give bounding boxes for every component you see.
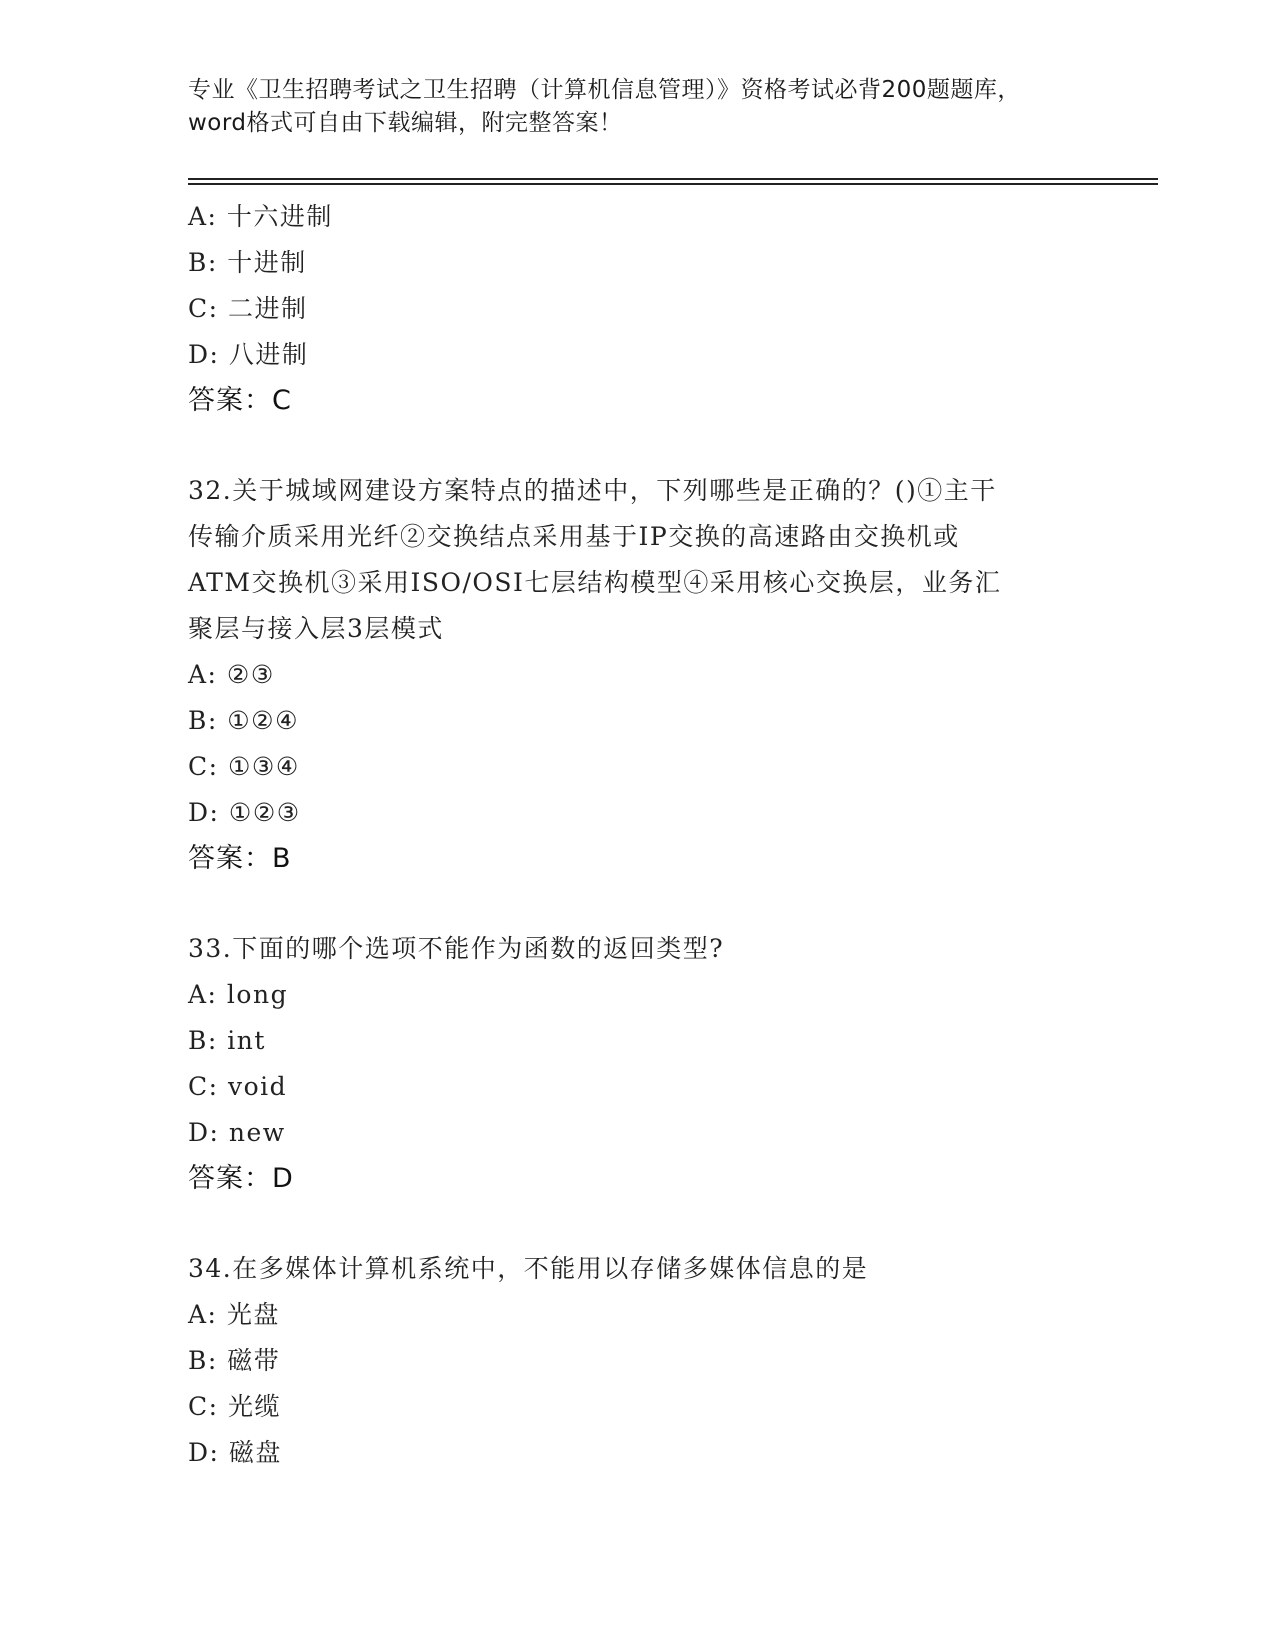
option-d: D: new [188,1118,286,1147]
option-b: B: 十进制 [188,248,307,277]
question-33 [188,926,1088,1202]
option-b: B: int [188,1026,266,1055]
spacer [188,424,1088,468]
question-text-line: 聚层与接入层3层模式 [188,614,444,643]
question-text-line: 传输介质采用光纤②交换结点采用基于IP交换的高速路由交换机或 [188,522,960,551]
option-d: D: ①②③ [188,798,301,827]
option-c: C: 二进制 [188,294,308,323]
option-c: C: void [188,1072,288,1101]
spacer [188,1202,1088,1246]
answer-line: 答案：C [188,385,292,416]
question-31-options [188,194,1088,424]
option-b: B: 磁带 [188,1346,281,1375]
answer-line: 答案：D [188,1163,294,1194]
header-divider-bottom [188,183,1158,185]
question-text-line: ATM交换机③采用ISO/OSI七层结构模型④采用核心交换层，业务汇 [188,568,1002,597]
option-a: A: 光盘 [188,1300,280,1329]
option-a: A: long [188,980,289,1009]
header-title-line-2: word格式可自由下载编辑，附完整答案！ [188,110,623,136]
option-a: A: ②③ [188,660,275,689]
header-divider-top [188,178,1158,180]
spacer [188,882,1088,926]
option-c: C: ①③④ [188,752,300,781]
question-32 [188,468,1088,882]
question-text-line: 32.关于城域网建设方案特点的描述中，下列哪些是正确的？()①主干 [188,476,997,505]
question-content [188,194,1088,1476]
header-title-line-1: 专业《卫生招聘考试之卫生招聘（计算机信息管理）》资格考试必背200题题库， [188,77,1021,103]
option-d: D: 八进制 [188,340,309,369]
question-34 [188,1246,1088,1476]
option-a: A: 十六进制 [188,202,333,231]
option-b: B: ①②④ [188,706,299,735]
option-c: C: 光缆 [188,1392,281,1421]
document-header [188,74,1078,140]
question-text-line: 34.在多媒体计算机系统中，不能用以存储多媒体信息的是 [188,1254,869,1283]
answer-line: 答案：B [188,843,292,874]
question-text-line: 33.下面的哪个选项不能作为函数的返回类型? [188,934,725,963]
option-d: D: 磁盘 [188,1438,282,1467]
